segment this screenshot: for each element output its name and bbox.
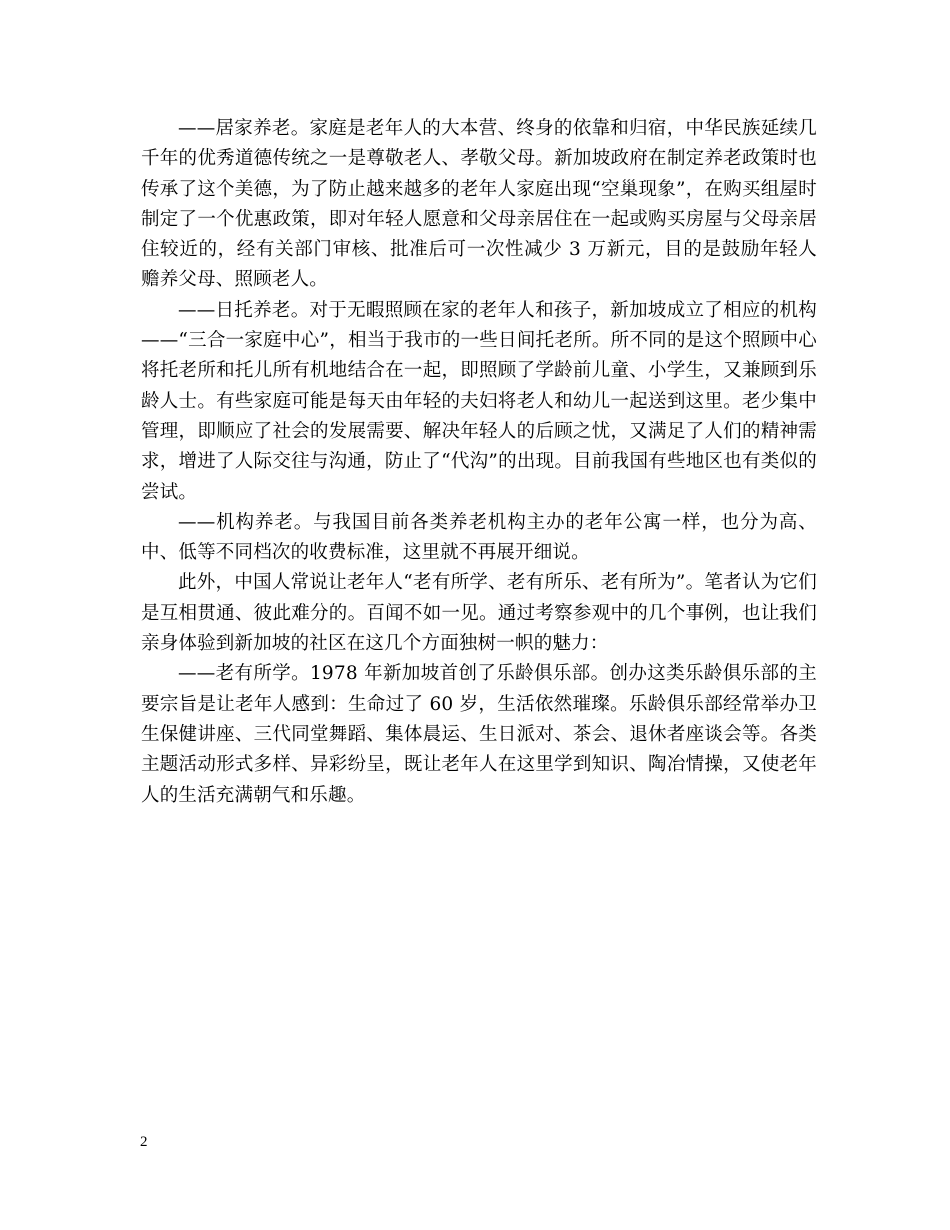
page-number: 2 bbox=[140, 1134, 148, 1150]
paragraph-learning: ——老有所学。1978 年新加坡首创了乐龄俱乐部。创办这类乐龄俱乐部的主要宗旨是让老年人感到：生命过了 60 岁，生活依然璀璨。乐龄俱乐部经常举办卫生保健讲座、三代同堂舞蹈、集体晨运、生日派对、茶会、退休者座谈会等。各类主题活动形式多样、异彩纷呈，既让老年人在这里学到知识、陶冶情操，又使老年人的生活充满朝气和乐趣。 bbox=[141, 663, 817, 806]
body-text bbox=[141, 114, 817, 811]
paragraph-furthermore: 此外，中国人常说让老年人“老有所学、老有所乐、老有所为”。笔者认为它们是互相贯通、彼此难分的。百闻不如一见。通过考察参观中的几个事例，也让我们亲身体验到新加坡的社区在这几个方面独树一帜的魅力： bbox=[141, 572, 817, 655]
paragraph-day-care: ——日托养老。对于无暇照顾在家的老年人和孩子，新加坡成立了相应的机构——“三合一家庭中心”，相当于我市的一些日间托老所。所不同的是这个照顾中心将托老所和托儿所有机地结合在一起，即照顾了学龄前儿童、小学生，又兼顾到乐龄人士。有些家庭可能是每天由年轻的夫妇将老人和幼儿一起送到这里。老少集中管理，即顺应了社会的发展需要、解决年轻人的后顾之忧，又满足了人们的精神需求，增进了人际交往与沟通，防止了“代沟”的出现。目前我国有些地区也有类似的尝试。 bbox=[141, 299, 817, 503]
paragraph-home-care: ——居家养老。家庭是老年人的大本营、终身的依靠和归宿，中华民族延续几千年的优秀道德传统之一是尊敬老人、孝敬父母。新加坡政府在制定养老政策时也传承了这个美德，为了防止越来越多的老年人家庭出现“空巢现象”，在购买组屋时制定了一个优惠政策，即对年轻人愿意和父母亲居住在一起或购买房屋与父母亲居住较近的，经有关部门审核、批准后可一次性减少 3 万新元，目的是鼓励年轻人赡养父母、照顾老人。 bbox=[141, 118, 817, 291]
paragraph-institutional-care: ——机构养老。与我国目前各类养老机构主办的老年公寓一样，也分为高、中、低等不同档次的收费标准，这里就不再展开细说。 bbox=[141, 511, 817, 564]
